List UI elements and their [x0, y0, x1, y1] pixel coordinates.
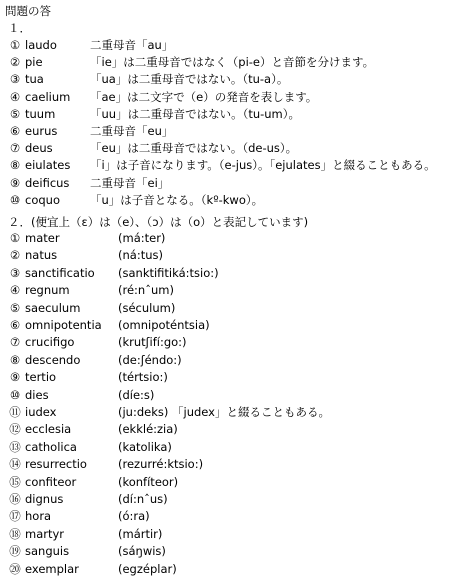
answer-note: 二重母音「ei」	[90, 175, 170, 190]
latin-word: sanctificatio	[25, 265, 95, 280]
latin-word: caelium	[25, 89, 71, 104]
latin-word: catholica	[25, 439, 77, 454]
item-number: ⑩	[9, 192, 21, 207]
item-number: ⑫	[9, 422, 21, 437]
latin-word: dies	[25, 387, 49, 402]
latin-word: tuum	[25, 106, 56, 121]
item-number: ⑰	[9, 509, 21, 524]
item-number: ④	[9, 283, 21, 298]
answer-note: 二重母音「au」	[90, 38, 174, 52]
latin-word: omnipotentia	[25, 318, 102, 332]
latin-word: laudo	[25, 38, 57, 52]
latin-word: eiulates	[25, 158, 71, 173]
latin-word: pie	[25, 55, 43, 70]
answer-note: (omnipoténtsia)	[118, 318, 210, 332]
answer-note: (katolika)	[118, 439, 172, 454]
answer-note: (krutʃifí:go:)	[118, 335, 187, 350]
item-number: ①	[9, 38, 21, 52]
latin-word: descendo	[25, 352, 81, 367]
answer-note: (má:ter)	[118, 231, 166, 245]
item-number: ⑩	[9, 387, 21, 402]
answer-note: (sanktifitiká:tsio:)	[118, 265, 219, 280]
page-heading: 問題の答	[5, 4, 51, 18]
answer-note: 「u」は子音となる。（kº-kwo）。	[90, 192, 264, 207]
answer-note: (séculum)	[118, 300, 176, 315]
answer-note: (ó:ra)	[118, 509, 150, 524]
item-number: ⑭	[9, 457, 21, 472]
latin-word: confiteor	[25, 474, 77, 489]
answer-note: 「ua」は二重母音ではない。（tu-a）。	[90, 72, 289, 87]
latin-word: saeculum	[25, 300, 81, 315]
section1-label: １．	[8, 21, 31, 35]
latin-word: martyr	[25, 526, 65, 541]
item-number: ②	[9, 55, 21, 70]
latin-word: regnum	[25, 283, 70, 298]
answer-note: 二重母音「eu」	[90, 124, 174, 138]
latin-word: tua	[25, 72, 44, 87]
answer-note: 「i」は子音になります。（e-jus）。「ejulates」と綴ることもある。	[90, 158, 436, 173]
item-number: ⑬	[9, 439, 21, 454]
latin-word: resurrectio	[25, 457, 87, 472]
item-number: ②	[9, 248, 21, 263]
answer-note: (ná:tus)	[118, 248, 163, 263]
item-number: ⑪	[9, 405, 21, 419]
item-number: ①	[9, 231, 21, 245]
answer-note: (ju:deks) 「judex」と綴ることもある。	[118, 405, 330, 419]
item-number: ⑦	[9, 141, 21, 156]
answer-note: (sáŋwis)	[118, 544, 166, 559]
item-number: ③	[9, 72, 21, 87]
latin-word: tertio	[25, 370, 57, 385]
latin-word: natus	[25, 248, 58, 263]
latin-word: deus	[25, 141, 53, 156]
item-number: ⑦	[9, 335, 21, 350]
latin-word: exemplar	[25, 561, 79, 576]
latin-word: iudex	[25, 405, 57, 419]
latin-word: coquo	[25, 192, 60, 207]
item-number: ⑨	[9, 370, 21, 385]
item-number: ⑤	[9, 106, 21, 121]
item-number: ⑮	[9, 474, 21, 489]
item-number: ⑥	[9, 124, 21, 138]
answer-note: (dí:nˆus)	[118, 492, 168, 506]
item-number: ⑧	[9, 158, 21, 173]
item-number: ③	[9, 265, 21, 280]
answer-note: (de:ʃéndo:)	[118, 352, 182, 367]
answer-note: 「uu」は二重母音ではない。（tu-um）。	[90, 106, 301, 121]
latin-word: dignus	[25, 492, 64, 506]
item-number: ④	[9, 89, 21, 104]
latin-word: eurus	[25, 124, 58, 138]
latin-word: hora	[25, 509, 52, 524]
item-number: ⑤	[9, 300, 21, 315]
answer-note: (ré:nˆum)	[118, 283, 174, 298]
answer-note: (konfíteor)	[118, 474, 179, 489]
item-number: ⑥	[9, 318, 21, 332]
answer-note: 「ie」は二重母音ではなく（pi-e）と音節を分けます。	[90, 55, 375, 70]
answer-note: (tértsio:)	[118, 370, 168, 385]
section2-label: ２．(便宜上（ε）は（e）、（ɔ）は（o）と表記しています)	[8, 215, 309, 229]
item-number: ⑨	[9, 175, 21, 190]
latin-word: crucifigo	[25, 335, 75, 350]
latin-word: mater	[25, 231, 60, 245]
answer-note: (ekklé:zia)	[118, 422, 178, 437]
answer-note: (rezurré:ktsio:)	[118, 457, 204, 472]
answer-note: (mártir)	[118, 526, 163, 541]
item-number: ⑲	[9, 544, 21, 559]
answer-note: 「ae」は二文字で（e）の発音を表します。	[90, 89, 318, 104]
answer-note: (egzéplar)	[118, 561, 177, 576]
latin-word: sanguis	[25, 544, 70, 559]
answer-note: (díe:s)	[118, 387, 155, 402]
latin-word: deificus	[25, 175, 70, 190]
item-number: ⑯	[9, 492, 21, 506]
item-number: ⑳	[9, 561, 21, 576]
item-number: ⑧	[9, 352, 21, 367]
item-number: ⑱	[9, 526, 21, 541]
latin-word: ecclesia	[25, 422, 72, 437]
answer-note: 「eu」は二重母音ではない。（de-us）。	[90, 141, 298, 156]
